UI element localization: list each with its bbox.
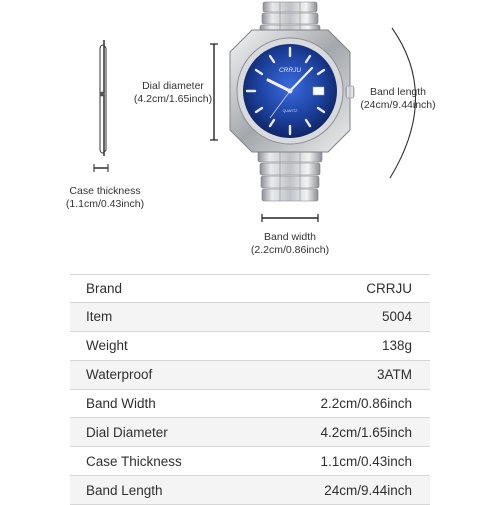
band-width-value: (2.2cm/0.86inch) [250,244,330,256]
date-window [313,87,324,95]
spec-value: 138g [381,338,412,354]
spec-row-band-length [70,476,430,505]
watch-case [230,30,354,152]
case-thickness-label-group [60,185,150,211]
spec-name: Band Length [86,482,163,498]
case-thickness-label: Case thickness [69,185,141,197]
spec-name: Weight [86,338,128,354]
spec-value: 1.1cm/0.43inch [320,453,412,469]
spec-name: Brand [86,280,123,296]
band-width-label-group [246,231,334,257]
band-length-label-group [356,86,440,112]
spec-value: 4.2cm/1.65inch [320,424,412,440]
dial-brand-text: CRRJU [278,67,302,74]
spec-name: Case Thickness [86,453,182,469]
spec-value: 5004 [381,309,412,325]
spec-value: 3ATM [376,367,412,383]
band-width-label: Band width [264,231,316,243]
spec-row-band-width [70,390,430,419]
dial-diameter-label: Dial diameter [142,80,204,92]
spec-name: Waterproof [86,367,153,383]
spec-value: 24cm/9.44inch [324,482,412,498]
spec-row-weight [70,332,430,361]
spec-name: Dial Diameter [86,424,168,440]
bracelet-bottom [258,150,322,201]
spec-row-case-thickness [70,447,430,476]
band-length-value: (24cm/9.44inch) [360,99,436,111]
spec-value: 2.2cm/0.86inch [320,396,412,411]
dial-sub-text: QUARTZ [282,109,298,113]
spec-table [70,274,430,505]
crown [346,86,354,98]
spec-row-dial-diameter [70,418,430,447]
band-length-label: Band length [369,86,427,98]
spec-row-waterproof [70,361,430,390]
case-thickness-value: (1.1cm/0.43inch) [65,198,145,210]
dial-diameter-value: (4.2cm/1.65inch) [133,93,213,105]
band-width-bracket [262,214,318,222]
side-view-watch [94,40,108,172]
spec-name: Item [86,309,113,325]
spec-row-item [70,303,430,332]
spec-name: Band Width [86,396,156,411]
spec-value: CRRJU [366,280,412,296]
spec-row-brand [70,274,430,303]
dial-diameter-label-group [126,80,220,106]
